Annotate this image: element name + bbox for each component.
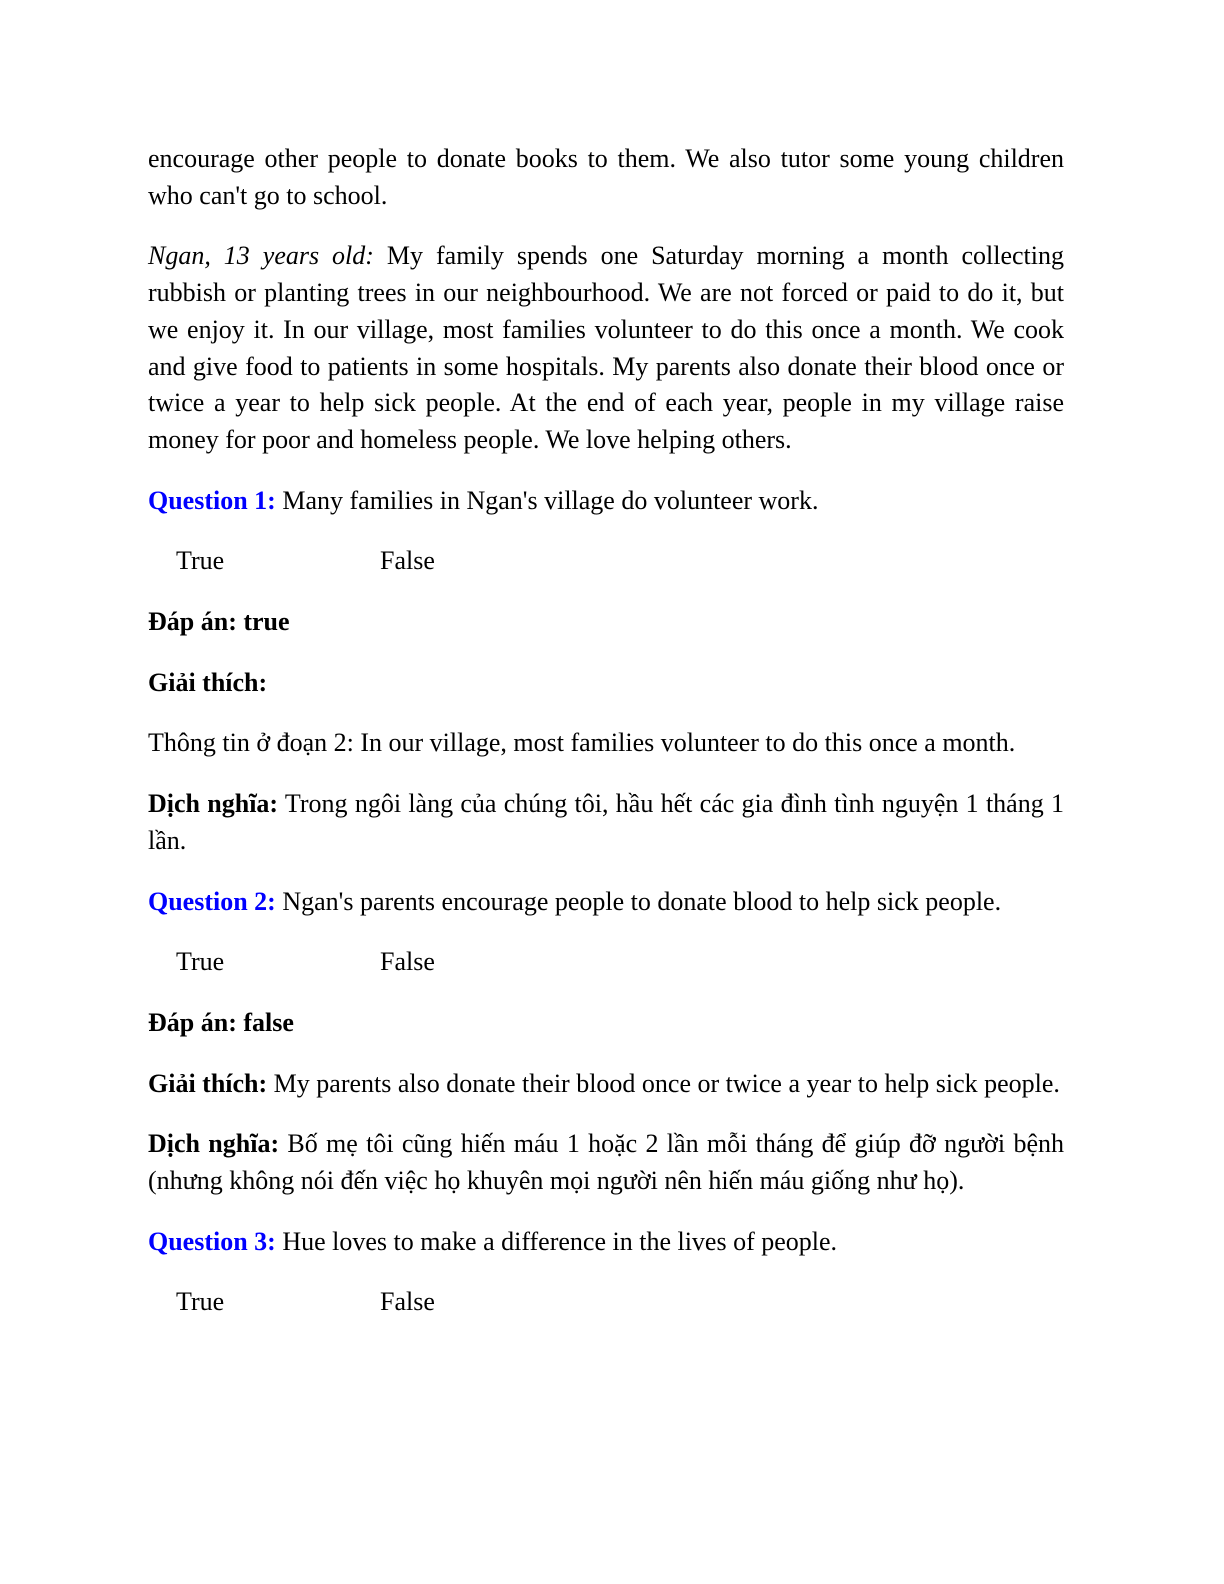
question-1 bbox=[148, 483, 1064, 520]
question-3-text: Hue loves to make a difference in the lives of people. bbox=[275, 1226, 838, 1256]
question-3-option-true[interactable]: True bbox=[176, 1287, 225, 1317]
question-2-translation-text: Bố mẹ tôi cũng hiến máu 1 hoặc 2 lần mỗi tháng để giúp đỡ người bệnh (nhưng không nói đến việc họ khuyên mọi người nên hiến máu giống như họ). bbox=[148, 1129, 1064, 1196]
ngan-paragraph bbox=[148, 238, 1064, 458]
question-2 bbox=[148, 884, 1064, 921]
question-3-option-false[interactable]: False bbox=[380, 1287, 435, 1317]
question-1-text: Many families in Ngan's village do volunteer work. bbox=[275, 485, 819, 515]
question-1-translation-text: Trong ngôi làng của chúng tôi, hầu hết các gia đình tình nguyện 1 tháng 1 lần. bbox=[148, 789, 1064, 855]
question-1-option-false[interactable]: False bbox=[380, 546, 435, 576]
question-1-explanation-label: Giải thích: bbox=[148, 667, 268, 697]
ngan-text: My family spends one Saturday morning a month collecting rubbish or planting trees in our neighbourhood. We are not forced or paid to do it, but we enjoy it. In our village, most families volunteer to do this once a month. We cook and give food to patients in some hospitals. My parents also donate their blood once or twice a year to help sick people. At the end of each year, people in my village raise money for poor and homeless people. We love helping others. bbox=[148, 241, 1064, 454]
question-2-explanation-label: Giải thích: bbox=[148, 1068, 268, 1098]
question-3-label: Question 3: bbox=[148, 1226, 276, 1256]
question-2-options bbox=[148, 944, 1064, 981]
question-1-option-true[interactable]: True bbox=[176, 546, 225, 576]
question-2-option-false[interactable]: False bbox=[380, 947, 435, 977]
question-2-explanation-text: My parents also donate their blood once or twice a year to help sick people. bbox=[267, 1068, 1060, 1098]
question-1-label: Question 1: bbox=[148, 485, 276, 515]
question-2-translation-label: Dịch nghĩa: bbox=[148, 1129, 280, 1159]
question-2-explanation bbox=[148, 1066, 1064, 1103]
question-1-explanation-text: Thông tin ở đoạn 2: In our village, most families volunteer to do this once a month. bbox=[148, 728, 1016, 758]
question-1-translation-label: Dịch nghĩa: bbox=[148, 789, 279, 819]
question-2-text: Ngan's parents encourage people to donate blood to help sick people. bbox=[275, 886, 1002, 916]
question-1-options bbox=[148, 543, 1064, 580]
intro-paragraph: encourage other people to donate books to them. We also tutor some young children who can't go to school. bbox=[148, 144, 1064, 210]
question-3-options bbox=[148, 1284, 1064, 1321]
question-2-label: Question 2: bbox=[148, 886, 276, 916]
ngan-speaker: Ngan, 13 years old: bbox=[148, 241, 374, 271]
question-2-translation bbox=[148, 1126, 1064, 1199]
question-1-translation bbox=[148, 786, 1064, 859]
document-page bbox=[148, 141, 1064, 1345]
question-2-option-true[interactable]: True bbox=[176, 947, 225, 977]
question-1-answer: Đáp án: true bbox=[148, 607, 290, 637]
question-2-answer: Đáp án: false bbox=[148, 1007, 294, 1037]
question-3 bbox=[148, 1224, 1064, 1261]
